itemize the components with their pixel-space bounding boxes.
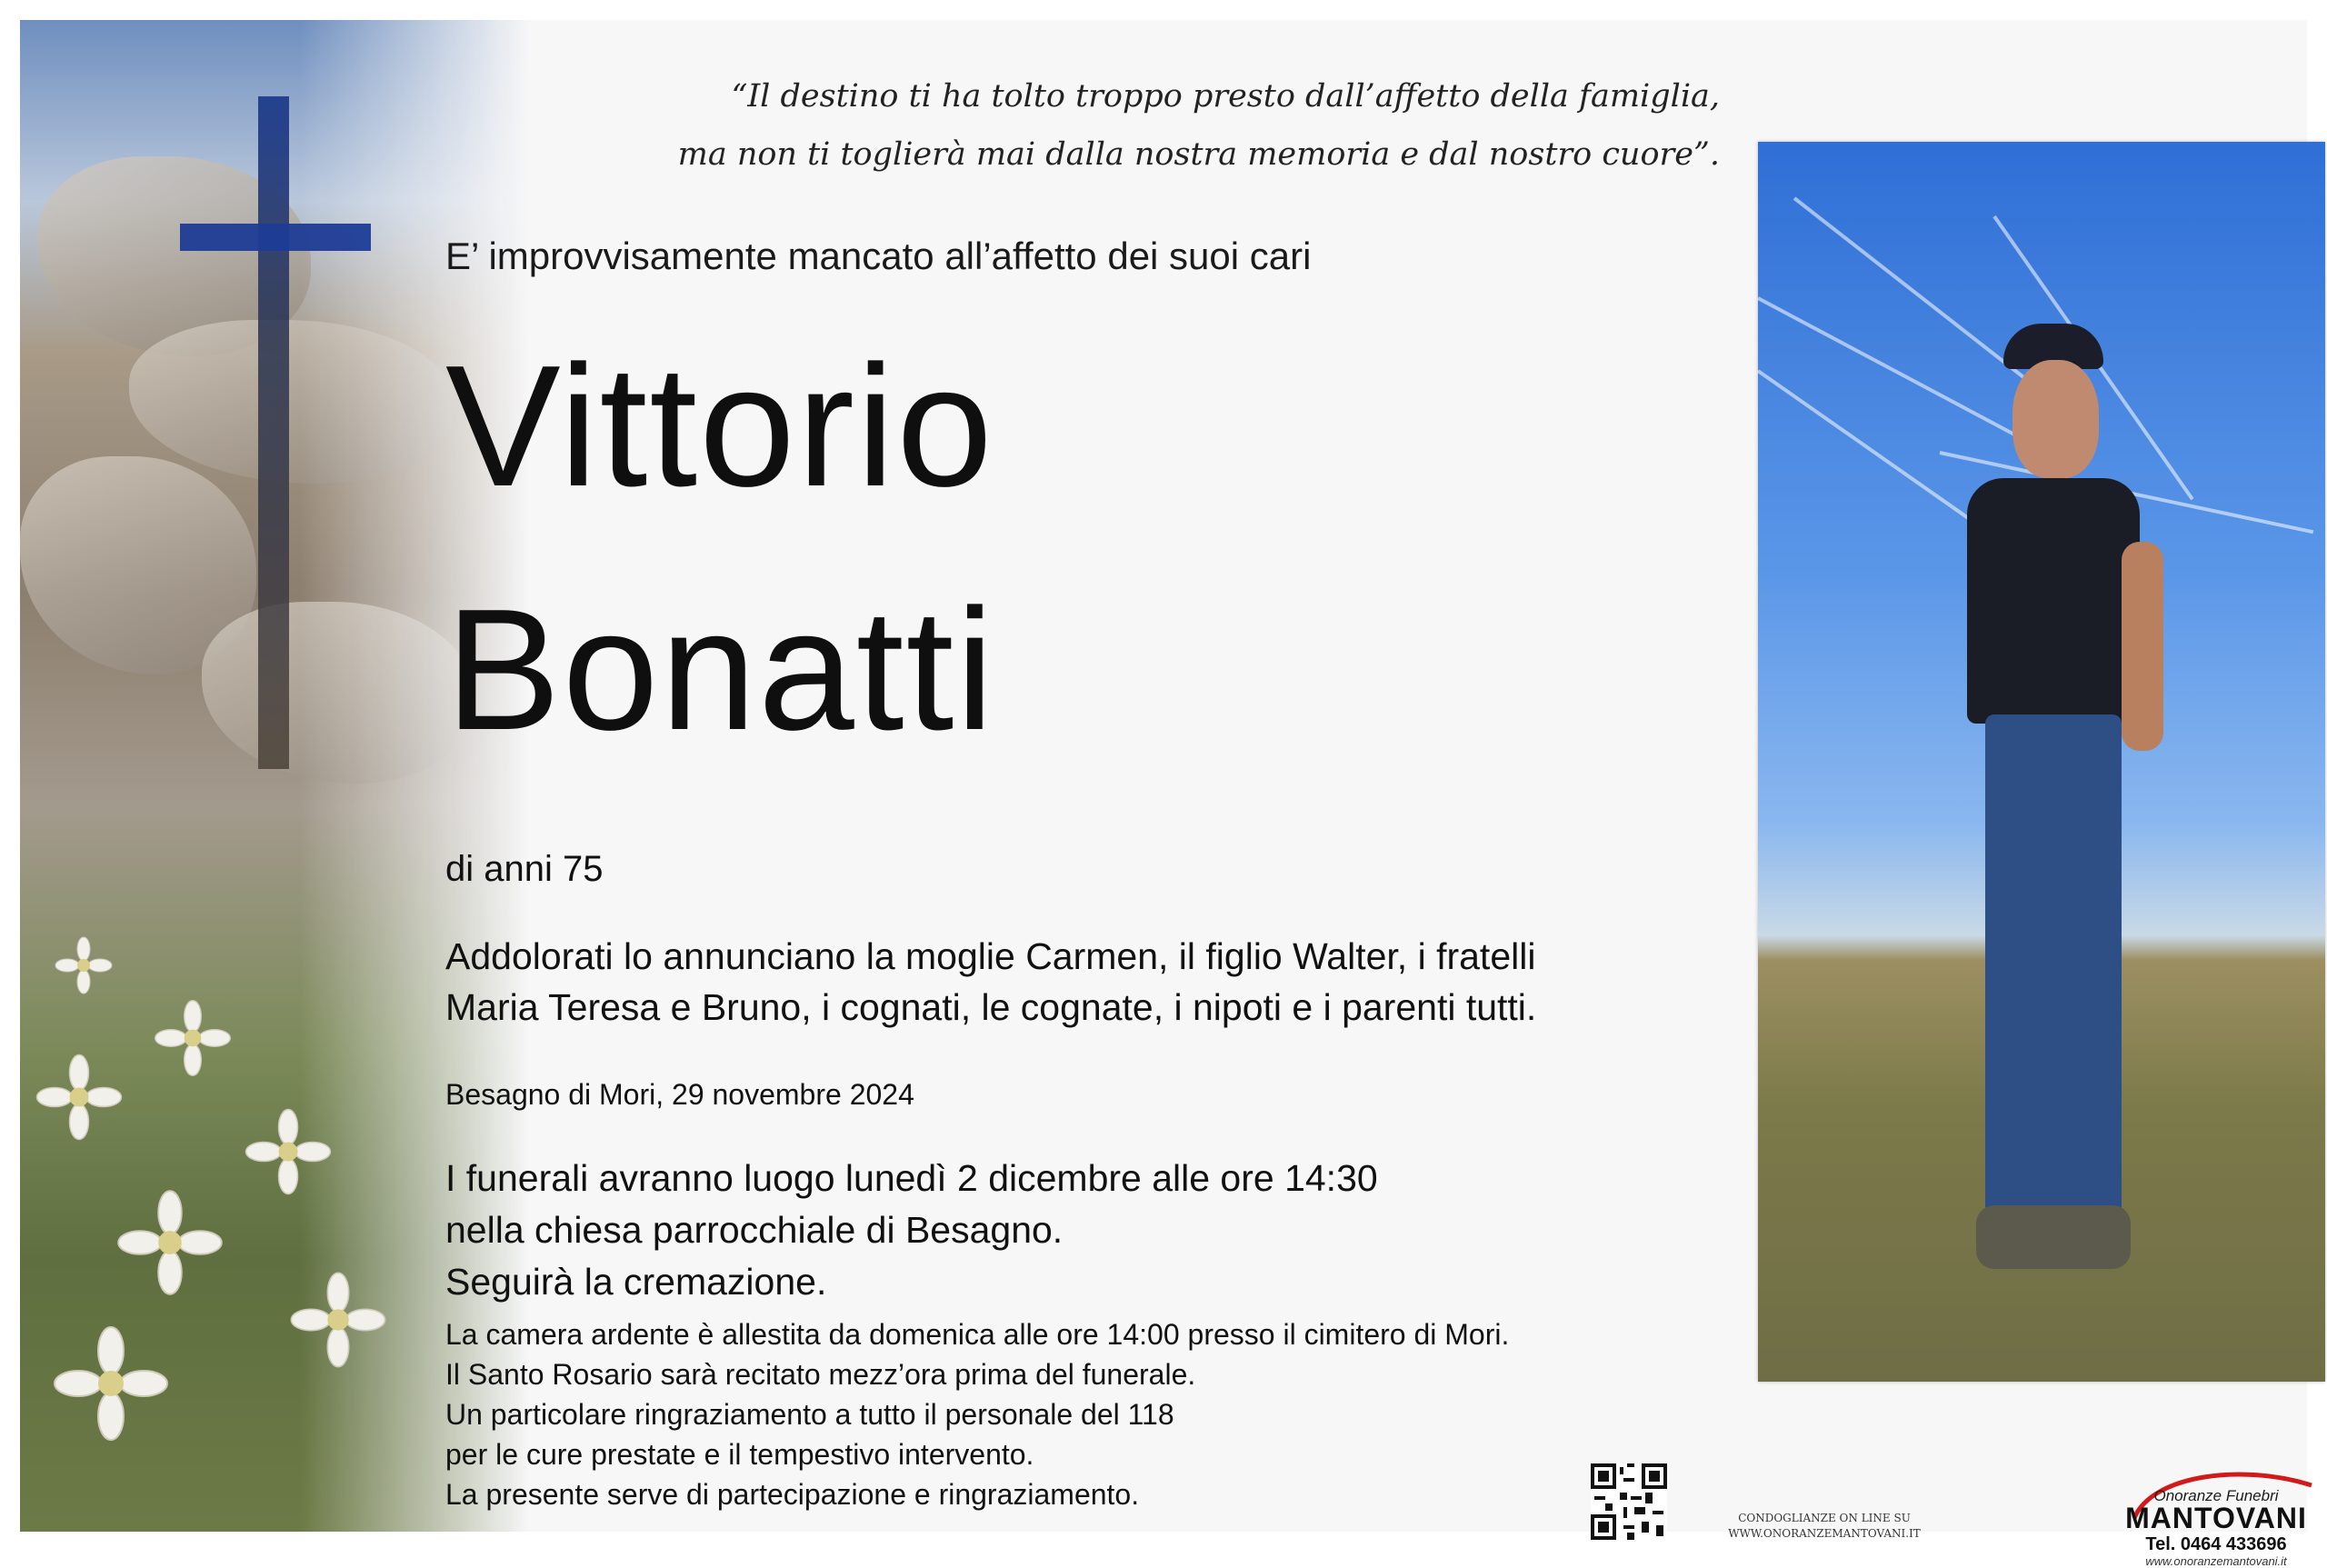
edelweiss-flower	[156, 1002, 229, 1074]
condolences-label: CONDOGLIANZE ON LINE SU	[1738, 1512, 1911, 1524]
funeral-line: nella chiesa parrocchiale di Besagno.	[445, 1209, 1064, 1251]
edelweiss-flower	[56, 1329, 165, 1438]
family-announcement	[445, 931, 1754, 1033]
funeral-line: Seguirà la cremazione.	[445, 1261, 827, 1303]
deceased-last-name: Bonatti	[445, 574, 996, 766]
announcement-line: Addolorati lo annunciano la moglie Carmen, il figlio Walter, i fratelli	[445, 935, 1536, 977]
edelweiss-flower	[56, 938, 111, 993]
quote-line: “Il destino ti ha tolto troppo presto dall’affetto della famiglia,	[731, 78, 1720, 115]
condolences-online[interactable]	[1711, 1511, 1938, 1542]
logo-phone: Tel. 0464 433696	[2145, 1534, 2287, 1554]
person-figure	[1940, 324, 2176, 1342]
quote-line: ma non ti toglierà mai dalla nostra memoria e dal nostro cuore”.	[677, 136, 1720, 173]
cross-icon	[180, 96, 453, 787]
obituary-poster	[20, 20, 2307, 1568]
logo-website: www.onoranzemantovani.it	[2145, 1554, 2287, 1568]
announcement-line: Maria Teresa e Bruno, i cognati, le cognate, i nipoti e i parenti tutti.	[445, 986, 1537, 1028]
detail-line: La presente serve di partecipazione e ringraziamento.	[445, 1478, 1140, 1511]
detail-line: Un particolare ringraziamento a tutto il personale del 118	[445, 1398, 1174, 1431]
funeral-line: I funerali avranno luogo lunedì 2 dicembre alle ore 14:30	[445, 1157, 1378, 1199]
edelweiss-flower	[38, 1056, 120, 1138]
edelweiss-flower	[293, 1274, 384, 1365]
deceased-first-name: Vittorio	[445, 330, 994, 523]
edelweiss-flower	[247, 1111, 329, 1193]
logo-subtitle: Onoranze Funebri	[2153, 1487, 2279, 1504]
detail-line: La camera ardente è allestita da domenica alle ore 14:00 presso il cimitero di Mori.	[445, 1318, 1510, 1351]
funeral-info	[445, 1153, 1378, 1308]
condolences-url[interactable]: WWW.ONORANZEMANTOVANI.IT	[1728, 1527, 1921, 1540]
qr-code-icon[interactable]	[1591, 1463, 1667, 1540]
age-text: di anni 75	[445, 849, 604, 889]
funeral-home-logo	[2107, 1462, 2325, 1568]
place-date: Besagno di Mori, 29 novembre 2024	[445, 1078, 914, 1111]
detail-line: Il Santo Rosario sarà recitato mezz’ora prima del funerale.	[445, 1358, 1196, 1391]
intro-text: E’ improvvisamente mancato all’affetto dei suoi cari	[445, 235, 1312, 277]
logo-name: MANTOVANI	[2125, 1502, 2307, 1534]
deceased-photo	[1758, 142, 2325, 1382]
edelweiss-flower	[120, 1193, 220, 1293]
detail-line: per le cure prestate e il tempestivo intervento.	[445, 1438, 1034, 1471]
memorial-quote	[656, 67, 1720, 184]
additional-details	[445, 1314, 1509, 1514]
